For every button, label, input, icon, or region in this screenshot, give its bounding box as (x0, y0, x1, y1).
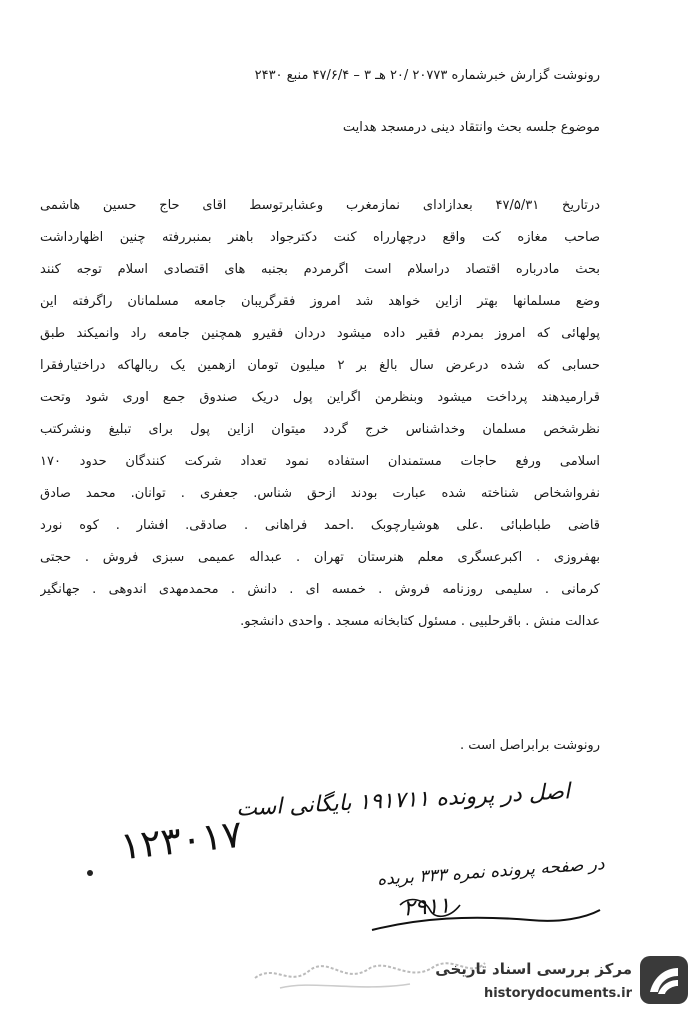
body-line: بهفروزی . اکبرعسگری معلم هنرستان تهران . عبداله عمیمی سبزی فروش . حجتی (40, 550, 600, 565)
handwritten-archive-note: اصل در پرونده ۱۹۱۷۱۱ بایگانی است (235, 779, 571, 822)
certification-line: رونوشت برابراصل است . (459, 738, 600, 753)
body-line: کرمانی . سلیمی روزنامه فروش . خمسه ای . دانش . محمدمهدی اندوهی . جهانگیر (40, 582, 600, 597)
report-header: رونوشت گزارش خبرشماره ۲۰۷۷۳ /۲۰ هـ ۳ – ۴۷/۶/۴ منبع ۲۴۳۰ (254, 68, 600, 83)
report-subject: موضوع جلسه بحث وانتقاد دینی درمسجد هدایت (342, 120, 600, 135)
handwritten-file-number: ۱۲۳۰۱۷ (118, 811, 245, 869)
body-line: پولهائی که امروز بمردم فقیر داده میشود دردان فقیرو همچنین جامعه راد وانمیکند طبق (40, 326, 600, 341)
body-line: اسلامی ورفع حاجات مستمندان استفاده نمود تعداد شرکت کنندگان حدود ۱۷۰ (40, 454, 600, 469)
body-line: عدالت منش . باقرحلبیی . مسئول کتابخانه مسجد . واحدی دانشجو. (240, 614, 600, 629)
body-line: بحث مادرباره اقتصاد دراسلام است اگرمردم بجنبه های اقتصادی اسلام توجه کنند (40, 262, 600, 277)
body-line: نظرشخص مسلمان وخداشناس خرج گردد میتوان ازاین پول برای تبلیغ ونشرکتب (40, 422, 600, 437)
report-body (40, 190, 600, 638)
watermark (435, 950, 690, 1012)
ink-dot (87, 870, 93, 876)
body-line: وضع مسلمانها بهتر ازاین خواهد شد امروز فقرگریبان جامعه مسلمانان راگرفته این (40, 294, 600, 309)
body-line: صاحب مغازه کت واقع درچهارراه کنت دکترجواد باهنر بمنبررفته چنین اظهارداشت (40, 230, 600, 245)
watermark-url: historydocuments.ir (483, 986, 632, 1001)
body-line: حسابی که شده درعرض سال بالغ بر ۲ میلیون تومان ازهمین یک ریالهاکه دراختیارفقرا (40, 358, 600, 373)
body-line: نفرواشخاص شناخته شده عبارت بودند ازحق شناس. جعفری . توانان. محمد صادق (40, 486, 600, 501)
handwritten-small-number: ۲۹۱۱ (401, 893, 451, 922)
body-line: قاضی طباطبائی .علی هوشیارچوبک .احمد فراهانی . صادقی. افشار . کوه نورد (40, 518, 600, 533)
watermark-name: مرکز بررسی اسناد تاریخی (435, 960, 632, 978)
body-line: قرارمیدهند پرداخت میشود وبنظرمن اگراین پول دریک صندوق جمع اوری شود وتحت (40, 390, 600, 405)
body-line: درتاریخ ۴۷/۵/۳۱ بعدازادای نمازمغرب وعشابرتوسط اقای حاج حسین هاشمی (40, 198, 600, 213)
handwritten-bookmark-note: در صفحه پرونده نمره ۳۳۳ بریده (376, 854, 606, 890)
archive-logo-icon (638, 954, 690, 1006)
